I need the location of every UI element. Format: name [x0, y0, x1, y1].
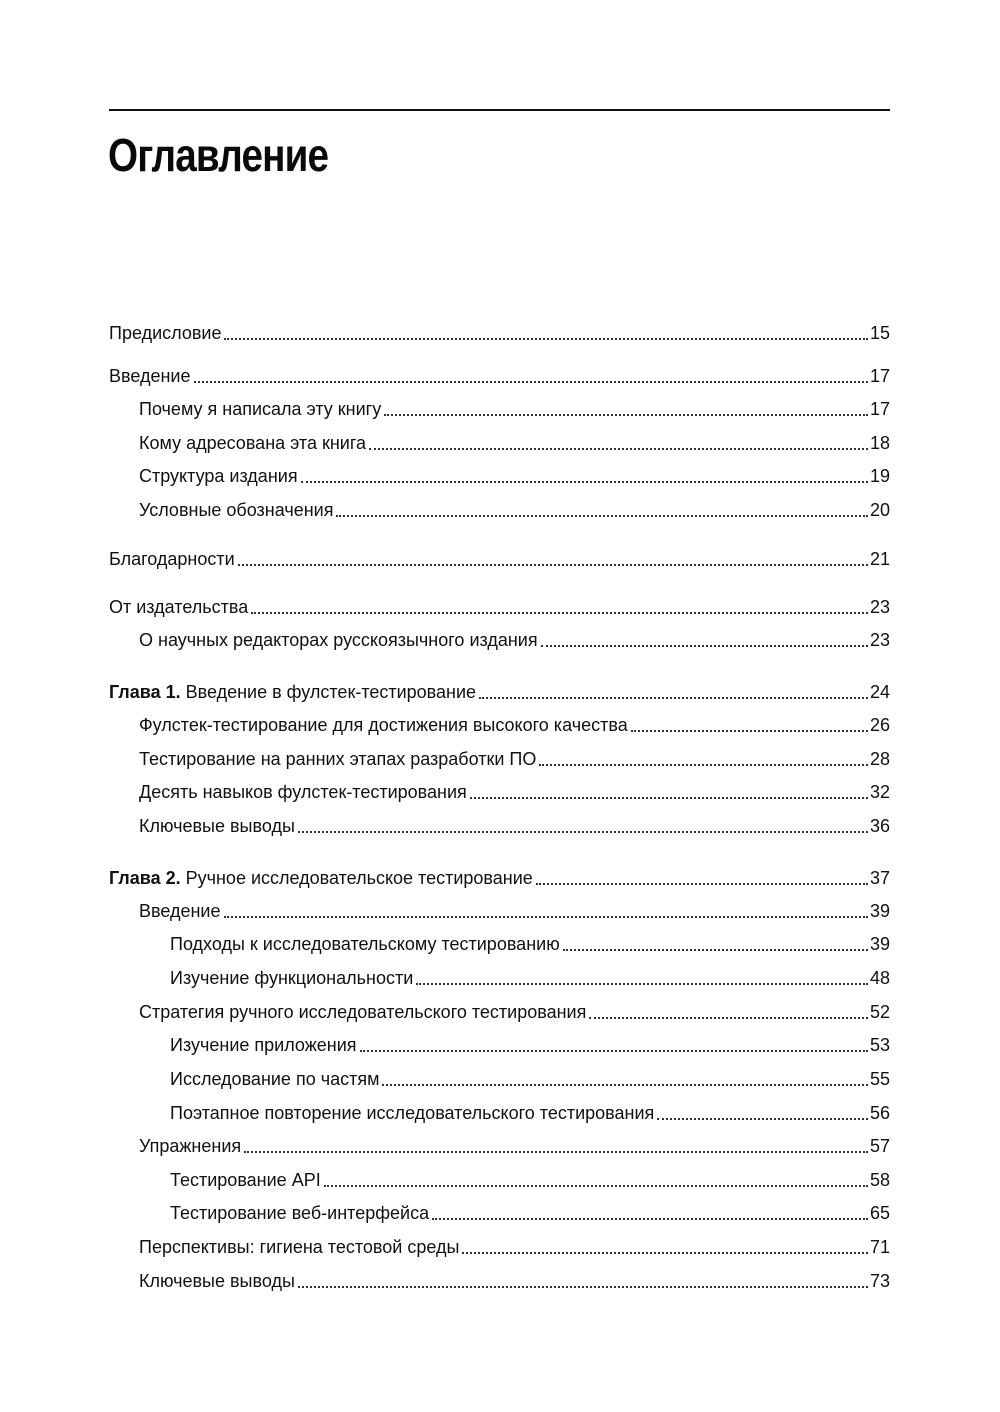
page-title: Оглавление — [108, 129, 329, 181]
toc-entry-page: 23 — [869, 597, 890, 617]
toc-entry-title: Ключевые выводы — [139, 1271, 295, 1291]
toc-entry-title: Структура издания — [139, 466, 298, 486]
toc-entry-page: 17 — [869, 366, 890, 386]
toc-entry-label — [170, 1028, 357, 1062]
toc-entry-title: От издательства — [109, 597, 249, 617]
toc-entry-page: 39 — [869, 901, 890, 921]
toc-entry-page: 32 — [869, 782, 890, 802]
toc-entry-label — [139, 742, 536, 776]
toc-entry[interactable] — [139, 1264, 890, 1298]
dot-leader — [336, 493, 868, 527]
toc-entry[interactable] — [139, 1129, 890, 1163]
toc-entry[interactable] — [109, 542, 890, 576]
toc-entry-page: 73 — [869, 1271, 890, 1291]
toc-entry-page: 56 — [869, 1103, 890, 1123]
toc-entry[interactable] — [170, 1062, 890, 1096]
dot-leader — [251, 590, 868, 624]
toc-entry[interactable] — [139, 742, 890, 776]
toc-entry-label — [170, 961, 413, 995]
toc-entry[interactable] — [109, 861, 890, 895]
dot-leader — [470, 775, 868, 809]
toc-entry-title: Благодарности — [109, 549, 235, 569]
toc-entry-title: Изучение приложения — [170, 1035, 357, 1055]
toc-entry-label — [109, 861, 533, 895]
toc-entry-label — [109, 542, 235, 576]
toc-entry-page: 26 — [869, 715, 890, 735]
dot-leader — [324, 1163, 868, 1197]
toc-entry[interactable] — [139, 775, 890, 809]
dot-leader — [541, 623, 868, 657]
toc-entry-title: Подходы к исследовательскому тестированию — [170, 934, 560, 954]
toc-entry-title: Фулстек-тестирование для достижения высокого качества — [139, 715, 628, 735]
toc-entry-title: Исследование по частям — [170, 1069, 380, 1089]
toc-entry-title: Стратегия ручного исследовательского тестирования — [139, 1002, 587, 1022]
dot-leader — [224, 894, 868, 928]
toc-entry-label — [109, 316, 221, 350]
dot-leader — [479, 675, 868, 709]
toc-entry-title: Ручное исследовательское тестирование — [180, 868, 533, 888]
toc-entry[interactable] — [139, 493, 890, 527]
toc-entry-page: 19 — [869, 466, 890, 486]
toc-entry[interactable] — [170, 1163, 890, 1197]
dot-leader — [369, 426, 868, 460]
toc-entry-title: Условные обозначения — [139, 500, 334, 520]
toc-entry[interactable] — [170, 961, 890, 995]
toc-entry-page: 55 — [869, 1069, 890, 1089]
toc-entry-title: Ключевые выводы — [139, 816, 295, 836]
toc-entry[interactable] — [109, 675, 890, 709]
toc-entry-page: 15 — [869, 323, 890, 343]
toc-entry-label — [109, 590, 248, 624]
dot-leader — [657, 1096, 868, 1130]
toc-entry-title: Почему я написала эту книгу — [139, 399, 382, 419]
toc-entry-page: 39 — [869, 934, 890, 954]
dot-leader — [244, 1129, 868, 1163]
dot-leader — [563, 927, 868, 961]
toc-entry-label — [139, 995, 586, 1029]
toc-entry-page: 23 — [869, 630, 890, 650]
toc-entry-page: 57 — [869, 1136, 890, 1156]
dot-leader — [382, 1062, 868, 1096]
toc-entry-label — [170, 1062, 379, 1096]
toc-entry-title: Введение — [109, 366, 191, 386]
toc-entry-label — [139, 392, 381, 426]
dot-leader — [432, 1196, 868, 1230]
toc-entry[interactable] — [170, 1096, 890, 1130]
toc-entry-label — [139, 894, 221, 928]
toc-entry-page: 24 — [869, 682, 890, 702]
dot-leader — [194, 359, 868, 393]
toc-entry-title: Десять навыков фулстек-тестирования — [139, 782, 467, 802]
toc-entry[interactable] — [139, 995, 890, 1029]
toc-entry-title: Кому адресована эта книга — [139, 433, 367, 453]
dot-leader — [224, 316, 868, 350]
dot-leader — [301, 459, 868, 493]
toc-entry-title: Изучение функциональности — [170, 968, 414, 988]
dot-leader — [536, 861, 868, 895]
toc-entry-page: 52 — [869, 1002, 890, 1022]
toc-entry-title: Тестирование на ранних этапах разработки ПО — [139, 749, 537, 769]
toc-entry-label — [170, 1163, 321, 1197]
dot-leader — [462, 1230, 868, 1264]
toc-entry-page: 71 — [869, 1237, 890, 1257]
toc-entry[interactable] — [139, 426, 890, 460]
toc-entry[interactable] — [139, 623, 890, 657]
toc-entry-title: О научных редакторах русскоязычного издания — [139, 630, 538, 650]
toc-entry-title: Поэтапное повторение исследовательского тестирования — [170, 1103, 655, 1123]
toc-entry-title: Тестирование API — [170, 1170, 321, 1190]
toc-entry-label — [139, 809, 295, 843]
toc-entry-page: 48 — [869, 968, 890, 988]
toc-entry-page: 36 — [869, 816, 890, 836]
toc-entry[interactable] — [109, 316, 890, 350]
toc-entry[interactable] — [139, 809, 890, 843]
toc-entry-title: Тестирование веб-интерфейса — [170, 1203, 430, 1223]
top-rule — [109, 109, 890, 111]
toc-entry-page: 65 — [869, 1203, 890, 1223]
toc-entry-page: 17 — [869, 399, 890, 419]
toc-entry-label — [139, 1230, 459, 1264]
toc-entry[interactable] — [139, 459, 890, 493]
toc-entry-page: 53 — [869, 1035, 890, 1055]
toc-entry-title: Введение в фулстек-тестирование — [180, 682, 477, 702]
toc-entry[interactable] — [139, 894, 890, 928]
toc-entry[interactable] — [170, 927, 890, 961]
toc-entry-label — [139, 708, 628, 742]
toc-entry[interactable] — [139, 392, 890, 426]
chapter-prefix: Глава 2. — [109, 868, 181, 888]
toc-entry-page: 58 — [869, 1170, 890, 1190]
dot-leader — [238, 542, 868, 576]
toc-entry[interactable] — [139, 708, 890, 742]
toc-entry-label — [139, 1129, 241, 1163]
toc-entry-label — [139, 623, 538, 657]
dot-leader — [631, 708, 868, 742]
toc-entry-page: 37 — [869, 868, 890, 888]
dot-leader — [416, 961, 868, 995]
toc-entry-label — [109, 359, 191, 393]
dot-leader — [384, 392, 868, 426]
toc-entry[interactable] — [170, 1196, 890, 1230]
dot-leader — [298, 809, 868, 843]
toc-entry[interactable] — [109, 359, 890, 393]
toc-entry-label — [170, 1096, 654, 1130]
toc-entry-label — [139, 1264, 295, 1298]
toc-entry-label — [139, 459, 298, 493]
toc-entry-title: Перспективы: гигиена тестовой среды — [139, 1237, 460, 1257]
toc-entry-label — [139, 426, 366, 460]
dot-leader — [589, 995, 868, 1029]
toc-entry-title: Предисловие — [109, 323, 222, 343]
toc-entry-page: 28 — [869, 749, 890, 769]
dot-leader — [298, 1264, 868, 1298]
toc-entry[interactable] — [170, 1028, 890, 1062]
toc-entry-page: 20 — [869, 500, 890, 520]
toc-entry-label — [170, 927, 560, 961]
toc-entry-label — [109, 675, 476, 709]
toc-entry-title: Введение — [139, 901, 221, 921]
toc-entry-page: 18 — [869, 433, 890, 453]
chapter-prefix: Глава 1. — [109, 682, 181, 702]
toc-entry-title: Упражнения — [139, 1136, 242, 1156]
toc-entry-page: 21 — [869, 549, 890, 569]
dot-leader — [360, 1028, 868, 1062]
toc-entry-label — [139, 493, 333, 527]
toc-entry[interactable] — [139, 1230, 890, 1264]
dot-leader — [539, 742, 868, 776]
toc-entry-label — [170, 1196, 429, 1230]
toc-entry[interactable] — [109, 590, 890, 624]
toc-entry-label — [139, 775, 467, 809]
